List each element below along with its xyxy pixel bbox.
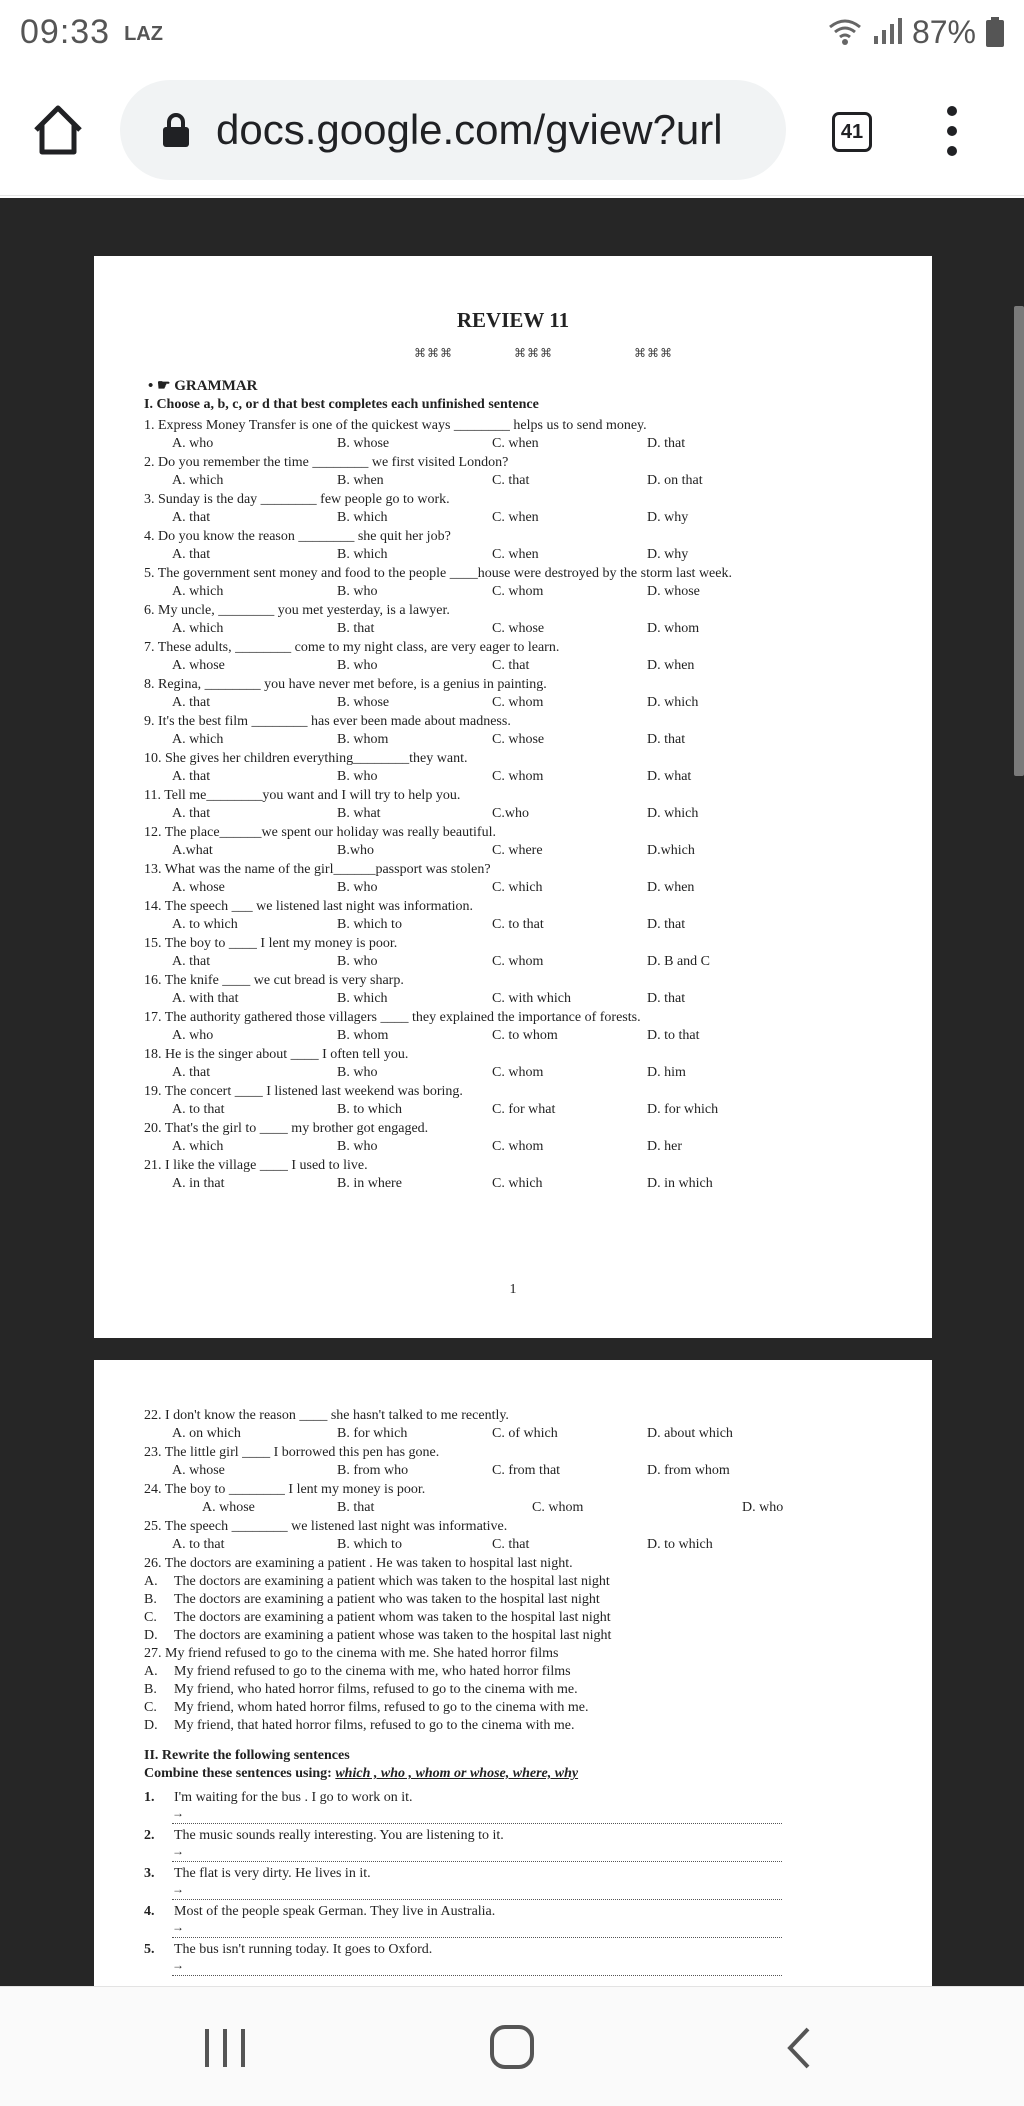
rewrite-text: Most of the people speak German. They live in Australia. — [174, 1904, 496, 1919]
answer-option-b: B. which — [337, 547, 388, 562]
answer-option-a: A. to which — [172, 917, 238, 932]
url-text[interactable]: docs.google.com/gview?url — [216, 106, 723, 153]
document-title: REVIEW 11 — [456, 308, 570, 332]
question-text: 1. Express Money Transfer is one of the quickest ways ________ helps us to send money. — [144, 418, 647, 433]
question-text: 16. The knife ____ we cut bread is very sharp. — [144, 973, 404, 988]
answer-option-a: A. whose — [172, 658, 225, 673]
answer-option-b: B. for which — [337, 1426, 408, 1441]
answer-option-b: B. which — [337, 510, 388, 525]
question-options — [172, 619, 872, 638]
answer-option-c: C. whom — [492, 954, 544, 969]
answer-option-b: B. that — [337, 1500, 375, 1515]
document-page-2 — [94, 1360, 932, 1986]
question-options — [172, 693, 872, 712]
answer-option-b: B. which to — [337, 917, 402, 932]
answer-option-d: D. when — [647, 658, 695, 673]
question-options — [172, 1461, 872, 1480]
question-options — [172, 915, 872, 934]
rewrite-number: 3. — [144, 1866, 155, 1881]
option-text: The doctors are examining a patient whom was taken to the hospital last night — [174, 1610, 611, 1625]
answer-option-c: C. that — [492, 473, 530, 488]
answer-option-c: C.who — [492, 806, 529, 821]
question-text: 9. It's the best film ________ has ever been made about madness. — [144, 714, 511, 729]
answer-option-d: D. about which — [647, 1426, 733, 1441]
recent-apps-icon[interactable] — [205, 2029, 245, 2067]
answer-option — [144, 1608, 611, 1627]
question-options — [172, 471, 872, 490]
question-options — [172, 804, 872, 823]
answer-option-c: C. when — [492, 547, 539, 562]
answer-option-a: A. that — [172, 954, 211, 969]
answer-option-d: D. to which — [647, 1537, 713, 1552]
option-text: The doctors are examining a patient who was taken to the hospital last night — [174, 1592, 600, 1607]
question-text: 2. Do you remember the time ________ we first visited London? — [144, 455, 509, 470]
answer-option-a: A. that — [172, 547, 211, 562]
answer-option-d: D. that — [647, 436, 686, 451]
answer-option-a: A. that — [172, 695, 211, 710]
answer-option-b: B. which to — [337, 1537, 402, 1552]
answer-option-c: C. from that — [492, 1463, 561, 1478]
grammar-heading: • ☛ GRAMMAR — [148, 378, 258, 394]
status-time: 09:33 — [20, 12, 111, 51]
answer-option-b: B. who — [337, 1065, 378, 1080]
combine-label: Combine these sentences using: — [144, 1766, 332, 1781]
option-text: My friend, who hated horror films, refused to go to the cinema with me. — [174, 1682, 578, 1697]
question-options — [172, 1026, 872, 1045]
answer-option-a: A. that — [172, 806, 211, 821]
question-text: 14. The speech ___ we listened last night was information. — [144, 899, 474, 914]
question-text: 23. The little girl ____ I borrowed this pen has gone. — [144, 1445, 440, 1460]
question-options — [172, 545, 872, 564]
question-options — [172, 1137, 872, 1156]
option-text: My friend refused to go to the cinema with me, who hated horror films — [174, 1664, 571, 1679]
answer-option-d: D. why — [647, 510, 689, 525]
question-text: 3. Sunday is the day ________ few people go to work. — [144, 492, 450, 507]
answer-line[interactable]: → — [172, 1844, 782, 1862]
wifi-icon — [828, 18, 862, 46]
answer-option-a: A. who — [172, 436, 214, 451]
question-text: 5. The government sent money and food to the people ____house were destroyed by the storm last week. — [144, 566, 732, 581]
answer-option — [144, 1572, 610, 1591]
option-letter: C. — [144, 1700, 157, 1715]
answer-option-a: A. that — [172, 1065, 211, 1080]
option-letter: A. — [144, 1664, 158, 1679]
answer-option-d: D. that — [647, 732, 686, 747]
question-text: 17. The authority gathered those villagers ____ they explained the importance of forests. — [144, 1010, 641, 1025]
answer-option-c: C. whom — [492, 1065, 544, 1080]
answer-option-b: B. in where — [337, 1176, 402, 1191]
answer-option — [144, 1626, 611, 1645]
option-text: The doctors are examining a patient which was taken to the hospital last night — [174, 1574, 610, 1589]
answer-option-a: A. to that — [172, 1102, 225, 1117]
question-options — [172, 878, 872, 897]
answer-option-b: B. whom — [337, 732, 389, 747]
answer-option-c: C. whose — [492, 621, 545, 636]
page-number: 1 — [509, 1282, 517, 1297]
question-text: 12. The place______we spent our holiday was really beautiful. — [144, 825, 496, 840]
answer-option-a: A. to that — [172, 1537, 225, 1552]
answer-option-a: A.what — [172, 843, 213, 858]
answer-option-b: B. who — [337, 954, 378, 969]
rewrite-item — [144, 1902, 495, 1921]
combine-instruction — [144, 1766, 578, 1782]
answer-option-d: D. whose — [647, 584, 700, 599]
answer-option-d: D. which — [647, 806, 699, 821]
question-text: 6. My uncle, ________ you met yesterday, is a lawyer. — [144, 603, 450, 618]
answer-option-c: C. whom — [492, 769, 544, 784]
question-options — [172, 656, 872, 675]
question-options — [172, 1100, 872, 1119]
question-text: 22. I don't know the reason ____ she hasn't talked to me recently. — [144, 1408, 509, 1423]
answer-option-a: A. which — [172, 473, 224, 488]
answer-option-b: B. when — [337, 473, 384, 488]
question-text: 19. The concert ____ I listened last weekend was boring. — [144, 1084, 463, 1099]
question-text: 13. What was the name of the girl______passport was stolen? — [144, 862, 491, 877]
answer-option-d: D. whom — [647, 621, 700, 636]
answer-option-c: C. where — [492, 843, 543, 858]
answer-option-a: A. that — [172, 510, 211, 525]
answer-option-b: B. who — [337, 658, 378, 673]
rewrite-item — [144, 1864, 371, 1883]
answer-option-d: D. why — [647, 547, 689, 562]
answer-option — [144, 1662, 571, 1681]
rewrite-item — [144, 1788, 413, 1807]
answer-option — [144, 1716, 574, 1735]
rewrite-text: The bus isn't running today. It goes to Oxford. — [174, 1942, 433, 1957]
option-text: My friend, that hated horror films, refused to go to the cinema with me. — [174, 1718, 575, 1733]
title-decoration: ⌘⌘⌘ — [514, 346, 553, 360]
option-letter: B. — [144, 1682, 157, 1697]
question-options — [172, 730, 872, 749]
question-text: 8. Regina, ________ you have never met before, is a genius in painting. — [144, 677, 547, 692]
combine-words: which , who , whom or whose, where, why — [335, 1766, 579, 1781]
question-options — [172, 508, 872, 527]
question-text: 20. That's the girl to ____ my brother got engaged. — [144, 1121, 429, 1136]
answer-option-a: A. which — [172, 1139, 224, 1154]
answer-option-d: D.which — [647, 843, 695, 858]
option-text: The doctors are examining a patient whose was taken to the hospital last night — [174, 1628, 612, 1643]
answer-option-c: C. whom — [492, 695, 544, 710]
answer-option-a: A. which — [172, 732, 224, 747]
title-decoration: ⌘⌘⌘ — [634, 346, 673, 360]
answer-option-c: C. whom — [492, 1139, 544, 1154]
option-letter: B. — [144, 1592, 157, 1607]
answer-option-a: A. who — [172, 1028, 214, 1043]
lock-icon[interactable] — [162, 112, 190, 148]
answer-option-a: A. which — [172, 584, 224, 599]
answer-option-c: C. to whom — [492, 1028, 558, 1043]
signal-icon — [872, 18, 902, 46]
rewrite-number: 5. — [144, 1942, 155, 1957]
answer-option — [144, 1590, 600, 1609]
answer-option-c: C. with which — [492, 991, 571, 1006]
answer-option-a: A. that — [172, 769, 211, 784]
document-page-1 — [94, 256, 932, 1338]
answer-option-d: D. to that — [647, 1028, 700, 1043]
question-text: 27. My friend refused to go to the cinema with me. She hated horror films — [144, 1646, 559, 1661]
rewrite-item — [144, 1940, 432, 1959]
answer-option-a: A. on which — [172, 1426, 241, 1441]
rewrite-text: The flat is very dirty. He lives in it. — [174, 1866, 371, 1881]
answer-option-c: C. whom — [532, 1500, 584, 1515]
answer-option-c: C. which — [492, 880, 543, 895]
answer-option-c: C. for what — [492, 1102, 556, 1117]
question-options — [172, 1424, 872, 1443]
question-options — [172, 767, 872, 786]
answer-option-d: D. that — [647, 991, 686, 1006]
answer-option-c: C. which — [492, 1176, 543, 1191]
option-text: My friend, whom hated horror films, refused to go to the cinema with me. — [174, 1700, 589, 1715]
status-bar — [0, 0, 1024, 64]
answer-line[interactable]: → — [172, 1920, 782, 1938]
answer-option-b: B. whose — [337, 436, 390, 451]
answer-option-d: D. when — [647, 880, 695, 895]
question-text: 24. The boy to ________ I lent my money is poor. — [144, 1482, 426, 1497]
rewrite-number: 4. — [144, 1904, 155, 1919]
section-2-heading: II. Rewrite the following sentences — [144, 1748, 350, 1763]
question-text: 7. These adults, ________ come to my night class, are very eager to learn. — [144, 640, 560, 655]
question-options — [172, 434, 872, 453]
question-options — [172, 1535, 872, 1554]
rewrite-text: The music sounds really interesting. You are listening to it. — [174, 1828, 504, 1843]
answer-option — [144, 1680, 578, 1699]
url-bar[interactable] — [120, 80, 786, 180]
answer-option-b: B.who — [337, 843, 374, 858]
answer-option-b: B. whom — [337, 1028, 389, 1043]
answer-option-b: B. what — [337, 806, 381, 821]
question-text: 11. Tell me________you want and I will try to help you. — [144, 788, 461, 803]
answer-option-b: B. who — [337, 880, 378, 895]
answer-option-a: A. in that — [172, 1176, 225, 1191]
answer-option-c: C. that — [492, 658, 530, 673]
scrollbar-thumb[interactable] — [1014, 306, 1024, 776]
question-text: 10. She gives her children everything________they want. — [144, 751, 468, 766]
answer-option-b: B. whose — [337, 695, 390, 710]
home-nav-icon[interactable] — [490, 2025, 534, 2069]
answer-option-d: D. what — [647, 769, 692, 784]
answer-option-c: C. when — [492, 436, 539, 451]
answer-option-b: B. who — [337, 769, 378, 784]
answer-option-d: D. on that — [647, 473, 703, 488]
question-text: 15. The boy to ____ I lent my money is poor. — [144, 936, 398, 951]
answer-option-d: D. which — [647, 695, 699, 710]
more-options-icon[interactable] — [940, 106, 964, 156]
question-options — [172, 1174, 872, 1193]
answer-option-c: C. to that — [492, 917, 544, 932]
home-icon[interactable] — [30, 102, 86, 158]
battery-icon — [986, 17, 1004, 47]
answer-option-a: A. whose — [172, 1463, 225, 1478]
option-letter: A. — [144, 1574, 158, 1589]
browser-toolbar — [0, 64, 1024, 196]
rewrite-number: 2. — [144, 1828, 155, 1843]
answer-option-c: C. whose — [492, 732, 545, 747]
rewrite-item — [144, 1826, 504, 1845]
back-icon[interactable] — [784, 2025, 814, 2071]
answer-line[interactable]: → — [172, 1958, 782, 1976]
rewrite-number: 1. — [144, 1790, 155, 1805]
question-text: 25. The speech ________ we listened last night was informative. — [144, 1519, 508, 1534]
answer-option-d: D. who — [742, 1500, 784, 1515]
answer-option-d: D. in which — [647, 1176, 713, 1191]
question-options — [172, 989, 872, 1008]
option-letter: D. — [144, 1628, 158, 1643]
answer-option-b: B. that — [337, 621, 375, 636]
question-options — [172, 1498, 872, 1517]
question-options — [172, 1063, 872, 1082]
answer-option-d: D. that — [647, 917, 686, 932]
answer-option-d: D. her — [647, 1139, 682, 1154]
answer-option-a: A. with that — [172, 991, 239, 1006]
rewrite-text: I'm waiting for the bus . I go to work on it. — [174, 1790, 413, 1805]
answer-option-b: B. who — [337, 1139, 378, 1154]
answer-option-a: A. which — [172, 621, 224, 636]
answer-option-a: A. whose — [202, 1500, 255, 1515]
answer-option-b: B. which — [337, 991, 388, 1006]
answer-line[interactable]: → — [172, 1806, 782, 1824]
answer-option-c: C. of which — [492, 1426, 558, 1441]
answer-option — [144, 1698, 588, 1717]
answer-option-c: C. that — [492, 1537, 530, 1552]
question-options — [172, 841, 872, 860]
section-1-heading: I. Choose a, b, c, or d that best completes each unfinished sentence — [144, 397, 539, 412]
question-text: 4. Do you know the reason ________ she quit her job? — [144, 529, 451, 544]
question-text: 26. The doctors are examining a patient . He was taken to hospital last night. — [144, 1556, 573, 1571]
document-viewer[interactable] — [0, 198, 1024, 1986]
answer-option-b: B. from who — [337, 1463, 409, 1478]
answer-option-b: B. who — [337, 584, 378, 599]
answer-option-b: B. to which — [337, 1102, 402, 1117]
answer-option-c: C. whom — [492, 584, 544, 599]
answer-option-d: D. from whom — [647, 1463, 730, 1478]
answer-option-d: D. B and C — [647, 954, 710, 969]
answer-option-d: D. him — [647, 1065, 686, 1080]
question-text: 18. He is the singer about ____ I often tell you. — [144, 1047, 409, 1062]
question-text: 21. I like the village ____ I used to live. — [144, 1158, 368, 1173]
option-letter: C. — [144, 1610, 157, 1625]
question-options — [172, 952, 872, 971]
status-carrier: LAZ — [124, 22, 163, 45]
option-letter: D. — [144, 1718, 158, 1733]
question-options — [172, 582, 872, 601]
answer-option-a: A. whose — [172, 880, 225, 895]
battery-percent: 87% — [911, 13, 976, 50]
title-decoration: ⌘⌘⌘ — [414, 346, 453, 360]
system-nav-bar — [0, 1986, 1024, 2106]
answer-line[interactable]: → — [172, 1882, 782, 1900]
answer-option-c: C. when — [492, 510, 539, 525]
tab-switcher-button[interactable]: 41 — [832, 112, 872, 152]
answer-option-d: D. for which — [647, 1102, 719, 1117]
